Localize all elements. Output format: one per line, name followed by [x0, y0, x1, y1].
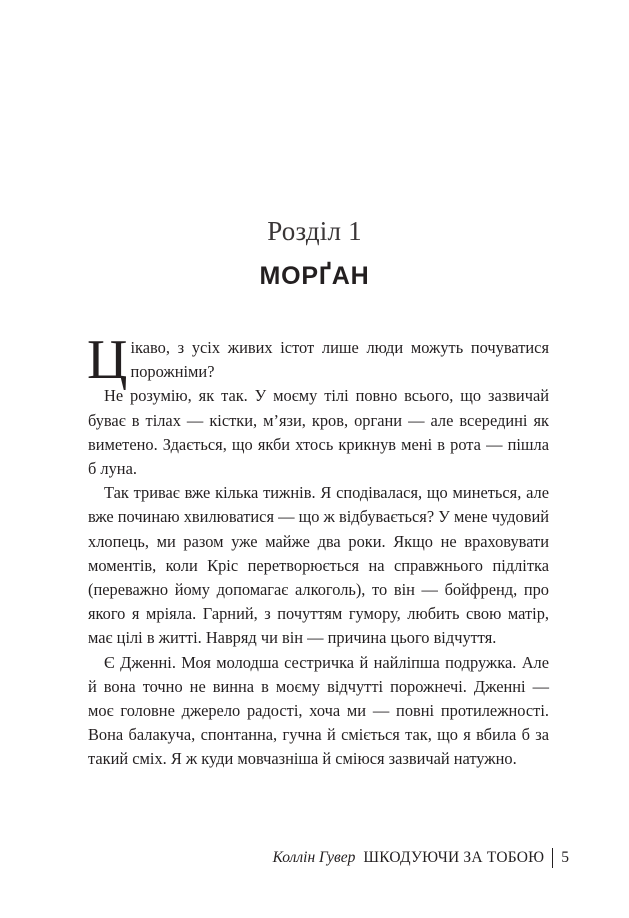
chapter-label: Розділ 1 — [267, 216, 362, 246]
chapter-title: МОРҐАН — [259, 262, 370, 290]
paragraph-4: Є Дженні. Моя молодша сестричка й найліпша подружка. Але й вона точно не винна в моєму відчутті порожнечі. Дженні — моє головне джерело радості, хоча ми — повні протилежності. Вона балакуча, спонтанна, гучна й сміється так, що я вбила б за такий сміх. Я ж куди мовчазніша й сміюся зазвичай натужно. — [88, 652, 549, 769]
running-footer — [273, 848, 569, 868]
paragraph-1-text: ікаво, з усіх живих істот лише люди можуть почуватися порожніми? — [130, 338, 549, 382]
page-number: 5 — [561, 849, 569, 866]
chapter-text — [87, 329, 549, 772]
footer-book-title: ШКОДУЮЧИ ЗА ТОБОЮ — [363, 849, 545, 866]
footer-author: Коллін Гувер — [272, 849, 356, 866]
paragraph-1 — [87, 329, 549, 391]
drop-cap: Ц — [87, 329, 128, 391]
paragraph-3: Так триває вже кілька тижнів. Я сподівалася, що минеться, але вже починаю хвилюватися — що ж відбувається? У мене чудовий хлопець, ми разом уже майже два роки. Якщо не враховувати моментів, коли Кріс перетворюється на справжнього підлітка (переважно йому допомагає алкоголь), то він — бойфренд, про якого я мріяла. Гарний, з почуттям гумору, любить свою матір, має цілі в житті. Навряд чи він — причина цього відчуття. — [88, 483, 549, 648]
footer-divider — [552, 848, 553, 868]
paragraph-2: Не розумію, як так. У моєму тілі повно всього, що зазвичай буває в тілах — кістки, м’язи, кров, органи — але всередині як виметено. Здається, що якби хтось крикнув мені в рота — пішла б луна. — [88, 386, 549, 479]
